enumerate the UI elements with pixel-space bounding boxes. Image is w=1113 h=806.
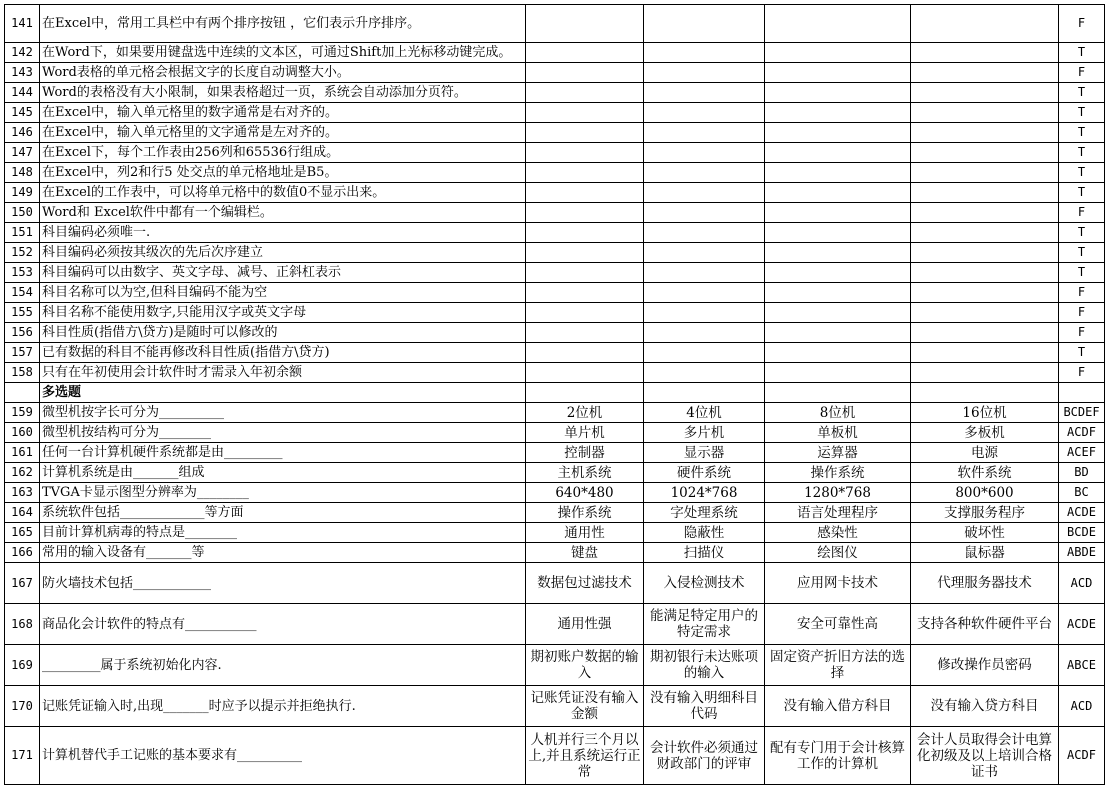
table-row [5,243,1105,263]
question-cell[interactable]: TVGA卡显示图型分辨率为________ [40,483,526,503]
option-a-cell[interactable] [526,43,644,63]
table-row [5,383,1105,403]
option-c-cell[interactable]: 没有输入借方科目 [765,686,911,727]
answer-cell[interactable]: ACEF [1059,443,1105,463]
row-number-cell[interactable]: 156 [5,323,40,343]
option-b-cell[interactable] [644,83,765,103]
question-cell[interactable]: 计算机系统是由_______组成 [40,463,526,483]
option-b-cell[interactable] [644,303,765,323]
row-number-cell[interactable]: 144 [5,83,40,103]
option-a-cell[interactable]: 操作系统 [526,503,644,523]
table-row [5,5,1105,43]
option-b-cell[interactable]: 4位机 [644,403,765,423]
row-number-cell[interactable]: 153 [5,263,40,283]
option-c-cell[interactable] [765,43,911,63]
option-d-cell[interactable]: 会计人员取得会计电算化初级及以上培训合格证书 [911,727,1059,785]
option-c-cell[interactable] [765,163,911,183]
row-number-cell[interactable]: 163 [5,483,40,503]
table-row [5,503,1105,523]
option-b-cell[interactable]: 扫描仪 [644,543,765,563]
section-heading-cell[interactable]: 多选题 [40,383,526,403]
option-a-cell[interactable] [526,83,644,103]
question-cell[interactable]: 科目性质(指借方\贷方)是随时可以修改的 [40,323,526,343]
option-c-cell[interactable] [765,183,911,203]
question-cell[interactable]: 只有在年初使用会计软件时才需录入年初余额 [40,363,526,383]
table-row [5,403,1105,423]
option-d-cell[interactable] [911,323,1059,343]
question-cell[interactable]: 在Word下，如果要用键盘选中连续的文本区，可通过Shift加上光标移动键完成。 [40,43,526,63]
table-row [5,363,1105,383]
option-c-cell[interactable]: 固定资产折旧方法的选择 [765,645,911,686]
option-a-cell[interactable]: 640*480 [526,483,644,503]
option-b-cell[interactable]: 字处理系统 [644,503,765,523]
question-cell[interactable]: 已有数据的科目不能再修改科目性质(指借方\贷方) [40,343,526,363]
question-cell[interactable]: 在Excel中，输入单元格里的数字通常是右对齐的。 [40,103,526,123]
row-number-cell[interactable]: 141 [5,5,40,43]
option-b-cell[interactable]: 没有输入明细科目代码 [644,686,765,727]
answer-cell[interactable]: F [1059,63,1105,83]
row-number-cell[interactable]: 151 [5,223,40,243]
option-a-cell[interactable] [526,323,644,343]
answer-cell[interactable]: T [1059,143,1105,163]
question-cell[interactable]: 科目名称可以为空,但科目编码不能为空 [40,283,526,303]
option-d-cell[interactable]: 破坏性 [911,523,1059,543]
row-number-cell[interactable]: 146 [5,123,40,143]
table-row [5,423,1105,443]
answer-cell[interactable]: T [1059,183,1105,203]
table-row [5,443,1105,463]
answer-cell[interactable]: T [1059,163,1105,183]
answer-cell[interactable]: T [1059,223,1105,243]
option-c-cell[interactable] [765,383,911,403]
question-cell[interactable]: 在Excel中，列2和行5 处交点的单元格地址是B5。 [40,163,526,183]
row-number-cell[interactable]: 171 [5,727,40,785]
row-number-cell[interactable]: 145 [5,103,40,123]
row-number-cell[interactable]: 143 [5,63,40,83]
row-number-cell[interactable]: 168 [5,604,40,645]
option-d-cell[interactable] [911,363,1059,383]
option-d-cell[interactable]: 支撑服务程序 [911,503,1059,523]
table-row [5,604,1105,645]
option-b-cell[interactable] [644,243,765,263]
option-c-cell[interactable] [765,303,911,323]
question-cell[interactable]: 微型机按字长可分为__________ [40,403,526,423]
option-c-cell[interactable] [765,203,911,223]
option-b-cell[interactable] [644,343,765,363]
table-row [5,83,1105,103]
option-b-cell[interactable]: 多片机 [644,423,765,443]
question-cell[interactable]: 常用的输入设备有_______等 [40,543,526,563]
row-number-cell[interactable]: 159 [5,403,40,423]
option-d-cell[interactable]: 修改操作员密码 [911,645,1059,686]
option-c-cell[interactable] [765,83,911,103]
option-a-cell[interactable] [526,163,644,183]
option-b-cell[interactable] [644,163,765,183]
option-c-cell[interactable]: 应用网卡技术 [765,563,911,604]
option-b-cell[interactable] [644,143,765,163]
row-number-cell[interactable]: 147 [5,143,40,163]
row-number-cell[interactable]: 158 [5,363,40,383]
question-cell[interactable]: 商品化会计软件的特点有___________ [40,604,526,645]
option-a-cell[interactable]: 2位机 [526,403,644,423]
option-c-cell[interactable] [765,283,911,303]
question-cell[interactable]: _________属于系统初始化内容. [40,645,526,686]
option-a-cell[interactable] [526,143,644,163]
table-row [5,483,1105,503]
option-b-cell[interactable] [644,183,765,203]
option-c-cell[interactable]: 感染性 [765,523,911,543]
table-row [5,645,1105,686]
option-a-cell[interactable]: 键盘 [526,543,644,563]
table-row [5,463,1105,483]
answer-cell[interactable]: ACDF [1059,727,1105,785]
option-d-cell[interactable]: 16位机 [911,403,1059,423]
option-a-cell[interactable] [526,363,644,383]
row-number-cell[interactable]: 160 [5,423,40,443]
table-row [5,283,1105,303]
option-a-cell[interactable] [526,263,644,283]
option-d-cell[interactable] [911,83,1059,103]
row-number-cell[interactable]: 170 [5,686,40,727]
option-a-cell[interactable]: 控制器 [526,443,644,463]
option-b-cell[interactable]: 会计软件必须通过财政部门的评审 [644,727,765,785]
option-c-cell[interactable]: 语言处理程序 [765,503,911,523]
option-a-cell[interactable]: 记账凭证没有输入金额 [526,686,644,727]
answer-cell[interactable]: ABDE [1059,543,1105,563]
option-a-cell[interactable] [526,183,644,203]
row-number-cell[interactable]: 161 [5,443,40,463]
row-number-cell[interactable]: 154 [5,283,40,303]
option-b-cell[interactable] [644,363,765,383]
row-number-cell[interactable]: 162 [5,463,40,483]
option-d-cell[interactable] [911,243,1059,263]
option-b-cell[interactable] [644,263,765,283]
option-d-cell[interactable]: 800*600 [911,483,1059,503]
option-d-cell[interactable] [911,283,1059,303]
option-c-cell[interactable] [765,243,911,263]
option-b-cell[interactable] [644,123,765,143]
option-d-cell[interactable] [911,5,1059,43]
option-d-cell[interactable] [911,143,1059,163]
option-d-cell[interactable]: 没有输入贷方科目 [911,686,1059,727]
option-c-cell[interactable]: 安全可靠性高 [765,604,911,645]
option-d-cell[interactable] [911,103,1059,123]
option-a-cell[interactable]: 人机并行三个月以上,并且系统运行正常 [526,727,644,785]
table-row [5,163,1105,183]
option-d-cell[interactable] [911,163,1059,183]
row-number-cell[interactable]: 149 [5,183,40,203]
table-body [5,5,1105,785]
option-d-cell[interactable] [911,203,1059,223]
option-b-cell[interactable]: 显示器 [644,443,765,463]
question-cell[interactable]: 科目名称不能使用数字,只能用汉字或英文字母 [40,303,526,323]
option-a-cell[interactable]: 数据包过滤技术 [526,563,644,604]
table-row [5,263,1105,283]
option-d-cell[interactable] [911,383,1059,403]
answer-cell[interactable]: ACD [1059,686,1105,727]
table-row [5,203,1105,223]
option-c-cell[interactable]: 配有专门用于会计核算工作的计算机 [765,727,911,785]
option-c-cell[interactable] [765,363,911,383]
option-c-cell[interactable] [765,223,911,243]
table-row [5,63,1105,83]
option-b-cell[interactable] [644,203,765,223]
option-a-cell[interactable] [526,303,644,323]
question-cell[interactable]: Word的表格没有大小限制，如果表格超过一页，系统会自动添加分页符。 [40,83,526,103]
option-b-cell[interactable] [644,283,765,303]
question-cell[interactable]: 防火墙技术包括____________ [40,563,526,604]
answer-cell[interactable]: ACD [1059,563,1105,604]
option-d-cell[interactable] [911,63,1059,83]
answer-cell[interactable]: BCDE [1059,523,1105,543]
row-number-cell[interactable]: 150 [5,203,40,223]
answer-cell[interactable]: ABCE [1059,645,1105,686]
option-a-cell[interactable] [526,383,644,403]
option-c-cell[interactable]: 操作系统 [765,463,911,483]
option-b-cell[interactable]: 1024*768 [644,483,765,503]
option-b-cell[interactable]: 隐蔽性 [644,523,765,543]
option-b-cell[interactable] [644,323,765,343]
row-number-cell[interactable]: 165 [5,523,40,543]
answer-cell[interactable]: ACDE [1059,503,1105,523]
table-row [5,686,1105,727]
row-number-cell[interactable]: 166 [5,543,40,563]
answer-cell[interactable]: T [1059,123,1105,143]
table-row [5,103,1105,123]
option-a-cell[interactable] [526,5,644,43]
row-number-cell[interactable]: 155 [5,303,40,323]
question-cell[interactable]: 在Excel中，常用工具栏中有两个排序按钮 ，它们表示升序排序。 [40,5,526,43]
row-number-cell[interactable]: 169 [5,645,40,686]
answer-cell[interactable]: T [1059,43,1105,63]
option-d-cell[interactable]: 鼠标器 [911,543,1059,563]
answer-cell[interactable]: BC [1059,483,1105,503]
option-d-cell[interactable]: 软件系统 [911,463,1059,483]
table-row [5,563,1105,604]
option-b-cell[interactable] [644,223,765,243]
answer-cell[interactable]: F [1059,323,1105,343]
table-row [5,727,1105,785]
option-c-cell[interactable] [765,5,911,43]
row-number-cell[interactable]: 148 [5,163,40,183]
option-c-cell[interactable]: 单板机 [765,423,911,443]
option-a-cell[interactable]: 主机系统 [526,463,644,483]
option-a-cell[interactable] [526,123,644,143]
option-a-cell[interactable]: 期初账户数据的输入 [526,645,644,686]
table-row [5,123,1105,143]
row-number-cell[interactable]: 142 [5,43,40,63]
question-cell[interactable]: 系统软件包括_____________等方面 [40,503,526,523]
answer-cell[interactable]: F [1059,5,1105,43]
option-b-cell[interactable] [644,43,765,63]
question-cell[interactable]: 任何一台计算机硬件系统都是由_________ [40,443,526,463]
question-cell[interactable]: 记账凭证输入时,出现_______时应予以提示并拒绝执行. [40,686,526,727]
option-c-cell[interactable] [765,263,911,283]
option-d-cell[interactable]: 支持各种软件硬件平台 [911,604,1059,645]
question-cell[interactable]: 在Excel下，每个工作表由256列和65536行组成。 [40,143,526,163]
answer-cell[interactable]: ACDE [1059,604,1105,645]
option-c-cell[interactable]: 绘图仪 [765,543,911,563]
option-d-cell[interactable] [911,343,1059,363]
option-b-cell[interactable]: 硬件系统 [644,463,765,483]
table-row [5,183,1105,203]
question-table [4,4,1105,785]
option-d-cell[interactable]: 多板机 [911,423,1059,443]
question-cell[interactable]: 科目编码必须唯一. [40,223,526,243]
answer-cell[interactable]: F [1059,363,1105,383]
option-c-cell[interactable] [765,123,911,143]
option-c-cell[interactable] [765,343,911,363]
answer-cell[interactable]: F [1059,283,1105,303]
option-a-cell[interactable] [526,203,644,223]
row-number-cell[interactable] [5,383,40,403]
answer-cell[interactable]: ACDF [1059,423,1105,443]
option-c-cell[interactable] [765,323,911,343]
table-row [5,523,1105,543]
table-row [5,543,1105,563]
table-row [5,323,1105,343]
question-cell[interactable]: 在Excel的工作表中，可以将单元格中的数值0不显示出来。 [40,183,526,203]
answer-cell[interactable]: T [1059,103,1105,123]
option-b-cell[interactable]: 入侵检测技术 [644,563,765,604]
option-a-cell[interactable] [526,223,644,243]
option-c-cell[interactable] [765,103,911,123]
question-cell[interactable]: Word和 Excel软件中都有一个编辑栏。 [40,203,526,223]
option-a-cell[interactable] [526,243,644,263]
question-cell[interactable]: 科目编码必须按其级次的先后次序建立 [40,243,526,263]
table-row [5,143,1105,163]
option-d-cell[interactable] [911,43,1059,63]
option-a-cell[interactable]: 单片机 [526,423,644,443]
answer-cell[interactable]: T [1059,83,1105,103]
option-d-cell[interactable] [911,123,1059,143]
option-a-cell[interactable]: 通用性强 [526,604,644,645]
option-b-cell[interactable] [644,63,765,83]
table-row [5,223,1105,243]
answer-cell[interactable]: BD [1059,463,1105,483]
table-row [5,43,1105,63]
option-c-cell[interactable] [765,143,911,163]
question-cell[interactable]: 计算机替代手工记账的基本要求有__________ [40,727,526,785]
option-b-cell[interactable] [644,103,765,123]
option-b-cell[interactable]: 期初银行未达账项的输入 [644,645,765,686]
option-a-cell[interactable]: 通用性 [526,523,644,543]
option-b-cell[interactable] [644,383,765,403]
table-row [5,303,1105,323]
question-cell[interactable]: Word表格的单元格会根据文字的长度自动调整大小。 [40,63,526,83]
option-a-cell[interactable] [526,343,644,363]
answer-cell[interactable]: F [1059,303,1105,323]
option-d-cell[interactable] [911,183,1059,203]
answer-cell[interactable]: T [1059,243,1105,263]
option-d-cell[interactable]: 代理服务器技术 [911,563,1059,604]
option-c-cell[interactable]: 1280*768 [765,483,911,503]
option-c-cell[interactable]: 8位机 [765,403,911,423]
answer-cell[interactable]: F [1059,203,1105,223]
option-b-cell[interactable] [644,5,765,43]
option-b-cell[interactable]: 能满足特定用户的特定需求 [644,604,765,645]
answer-cell[interactable]: T [1059,263,1105,283]
option-a-cell[interactable] [526,63,644,83]
option-d-cell[interactable]: 电源 [911,443,1059,463]
option-d-cell[interactable] [911,263,1059,283]
option-c-cell[interactable]: 运算器 [765,443,911,463]
question-cell[interactable]: 在Excel中，输入单元格里的文字通常是左对齐的。 [40,123,526,143]
option-d-cell[interactable] [911,303,1059,323]
answer-cell[interactable] [1059,383,1105,403]
row-number-cell[interactable]: 164 [5,503,40,523]
question-cell[interactable]: 科目编码可以由数字、英文字母、减号、正斜杠表示 [40,263,526,283]
option-d-cell[interactable] [911,223,1059,243]
answer-cell[interactable]: T [1059,343,1105,363]
option-a-cell[interactable] [526,103,644,123]
row-number-cell[interactable]: 157 [5,343,40,363]
table-row [5,343,1105,363]
option-c-cell[interactable] [765,63,911,83]
question-cell[interactable]: 目前计算机病毒的特点是________ [40,523,526,543]
option-a-cell[interactable] [526,283,644,303]
answer-cell[interactable]: BCDEF [1059,403,1105,423]
question-cell[interactable]: 微型机按结构可分为________ [40,423,526,443]
row-number-cell[interactable]: 167 [5,563,40,604]
row-number-cell[interactable]: 152 [5,243,40,263]
